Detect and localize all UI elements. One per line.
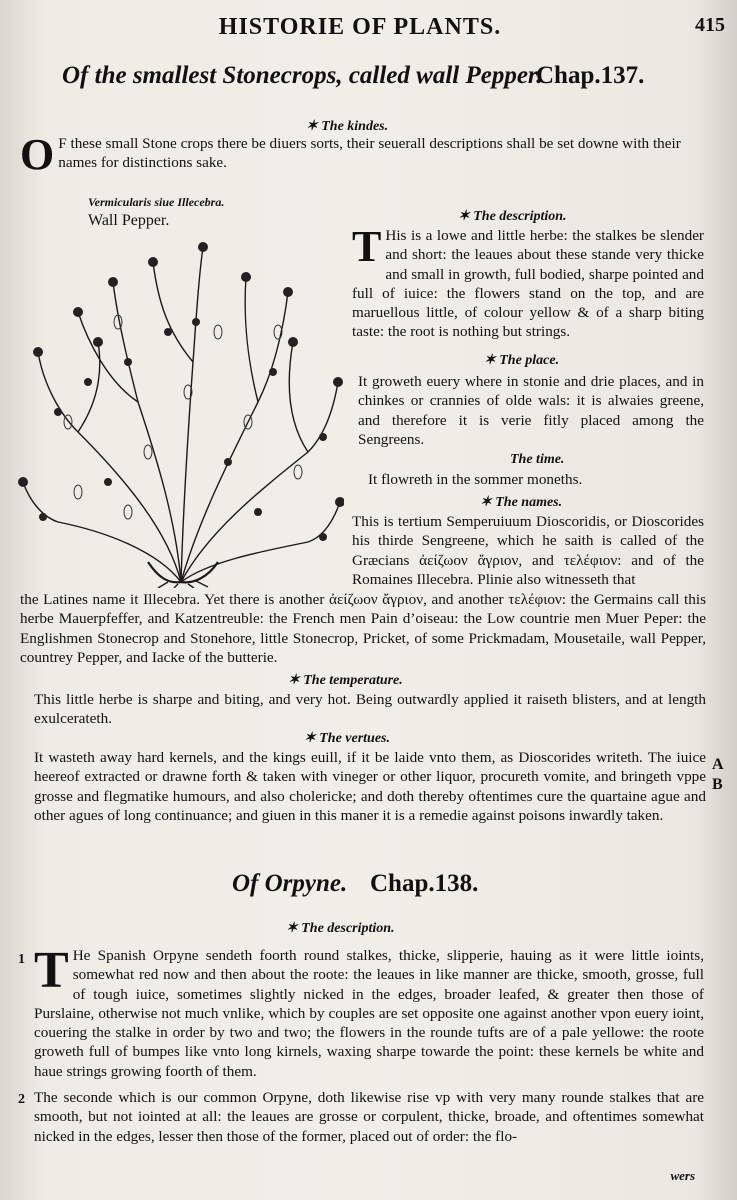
figure-caption: Wall Pepper. [88, 212, 170, 229]
time-text: It flowreth in the sommer moneths. [368, 471, 583, 488]
vertues-text: It wasteth away hard kernels, and the kings euill, if it be laide vnto them, as Dioscorides writeth. The iuice heereof extracted or drawne forth & taken with vineger or other liquor, procureth vomite, and bringeth vppe grosse and flegmatike humours, and also cholericke; and doth thereby oftentimes cure the quartaine ague and other agues of long continuance; and giuen in this maner it is a remedie against poisons inwardly taken. [34, 749, 706, 824]
orpyne-text-1: He Spanish Orpyne sendeth foorth round stalkes, thicke, slipperie, hauing as it were little ioints, somewhat red now and then about the roote: the leaues in like manner are thicke, smooth, grosse, full of tough iuice, sometimes slightly nicked in the edges, broader leafed, & greater then those of Purslaine, otherwise not much vnlike, which by couples are set opposite one against another vpon euery ioint, couering the stalke in order by two and two; the flowers in the rounde tufts are of a pale yellowe: the roote groweth full of bumpes like vnto long kirnels, waxing sharpe towarde the point: these kernels be white and haue strings growing foorth of them. [34, 947, 704, 1080]
margin-letter-b: B [712, 776, 723, 793]
description-drop-cap: T [352, 222, 382, 271]
folio-number: 415 [695, 14, 725, 36]
figure-latin-name: Vermicularis siue Illecebra. [88, 195, 225, 209]
margin-letter-a: A [712, 756, 724, 773]
orpyne-description-heading: ✶ The description. [286, 921, 395, 936]
names-heading: ✶ The names. [480, 495, 563, 510]
catchword: wers [670, 1168, 695, 1183]
place-text: It groweth euery where in stonie and drie places, and in chinkes or crannies of olde wals: it is alwaies greene, and therefore it is verie fitly placed among the Sengreens. [358, 373, 704, 448]
description-text: His is a lowe and little herbe: the stalkes be slender and short: the leaues about these stande very thicke and small in growth, full bodied, sharpe pointed and full of iuice: the flowers stand on the top, and are maruellous little, of colour yellow & of a sharp biting taste: the root is nothing but strings. [352, 227, 704, 341]
vertues-heading: ✶ The vertues. [304, 731, 390, 746]
wall-pepper-woodcut-image [18, 232, 344, 588]
chapter-137-label: Chap.137. [536, 62, 645, 89]
running-title: HISTORIE OF PLANTS. [218, 14, 502, 40]
kindes-paragraph [20, 130, 710, 179]
place-heading: ✶ The place. [484, 353, 560, 368]
chapter-137-title: Of the smallest Stonecrops, called wall Pepper. [62, 62, 543, 89]
kindes-text: F these small Stone crops there be diuers sorts, their seuerall descriptions shall be set downe with their names for distinctions sake. [58, 135, 681, 172]
time-heading: The time. [510, 452, 565, 467]
kindes-heading: ✶ The kindes. [306, 119, 389, 134]
orpyne-drop-cap: T [34, 942, 69, 999]
names-text-a: This is tertium Semperuiuum Dioscoridis, or Dioscorides his thirde Sengreene, which he saith is called of the Græcians ἀείζωον ἄγριον, and τελέφιον: and of the Romaines Illecebra. Plinie also witnesseth that [352, 513, 704, 588]
drop-cap: O [20, 130, 55, 179]
orpyne-paragraph-1 [34, 942, 704, 1081]
chapter-138-label: Chap.138. [370, 870, 479, 897]
item-number-1: 1 [18, 952, 25, 967]
orpyne-text-2: The seconde which is our common Orpyne, doth likewise rise vp with very many rounde stalkes that are smooth, but not iointed at all: the leaues are grosse or corpulent, thicke, broade, and oftentimes somewhat nicked in the edges, lesser then those of the former, placed out of order: the flo- [34, 1089, 704, 1145]
chapter-138-title: Of Orpyne. [232, 870, 348, 897]
item-number-2: 2 [18, 1092, 25, 1107]
temperature-heading: ✶ The temperature. [288, 673, 403, 688]
description-heading: ✶ The description. [458, 209, 567, 224]
description-paragraph [352, 222, 704, 342]
temperature-text: This little herbe is sharpe and biting, and very hot. Being outwardly applied it raiseth blisters, and at length exulcerateth. [34, 691, 706, 728]
names-text-b: the Latines name it Illecebra. Yet there is another ἀείζωον ἄγριον, and another τελέφιον: the Germains call this herbe Mauerpfeffer, and Katzentreuble: the French men Pain d’oiseau: the Low countrie men Muer Peper: the Englishmen Stonecrop and Stonehore, little Stonecrop, Pricket, of some Prickmadam, Mousetaile, wall Pepper, countrey Pepper, and Iacke of the butterie. [20, 591, 706, 666]
